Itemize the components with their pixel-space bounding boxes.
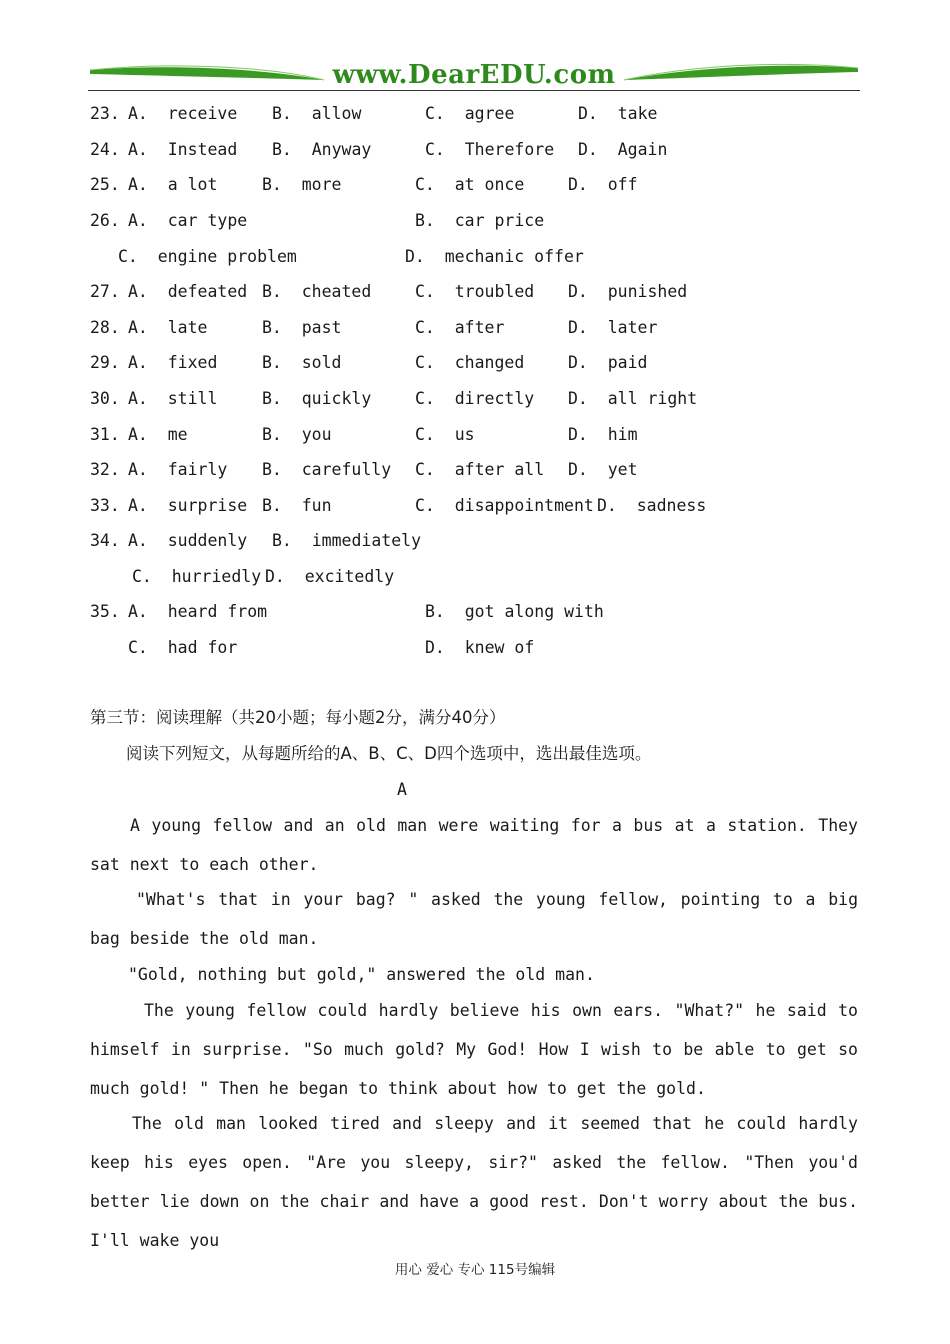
option-b: B. quickly [262,389,372,408]
option-a: A. still [128,389,218,408]
option-b: B. allow [272,104,362,123]
passage-paragraph: A young fellow and an old man were waiting for a bus at a station. They sat next to each other. [90,816,858,874]
question-number: 35. [90,602,120,621]
option-b: B. Anyway [272,140,372,159]
site-logo-text: www.DearEDU.com [332,60,616,90]
question-number: 25. [90,175,120,194]
option-d: D. knew of [425,638,535,657]
option-c: C. us [415,425,475,444]
question-number: 33. [90,496,120,515]
option-b: B. more [262,175,342,194]
question-number: 27. [90,282,120,301]
option-a: A. me [128,425,188,444]
option-b: B. you [262,425,332,444]
question-number: 30. [90,389,120,408]
passage-paragraph: The young fellow could hardly believe his own ears. "What?" he said to himself in surprise. "So much gold? My God! How I wish to be able to get so much gold! " Then he began to think about how to get the gold. [90,1001,858,1098]
option-c: C. hurriedly [132,567,262,586]
passage-paragraph: "Gold, nothing but gold," answered the old man. [128,965,595,984]
question-number: 26. [90,211,120,230]
option-d: D. off [568,175,638,194]
section-heading: 第三节：阅读理解（共20小题；每小题2分，满分40分） [90,708,506,727]
option-c: C. disappointment [415,496,594,515]
section-instruction: 阅读下列短文，从每题所给的A、B、C、D四个选项中，选出最佳选项。 [126,744,652,763]
option-d: D. sadness [597,496,707,515]
header-divider [88,90,860,91]
option-a: A. surprise [128,496,248,515]
option-a: A. defeated [128,282,248,301]
question-number: 34. [90,531,120,550]
passage-label: A [397,780,407,799]
passage-paragraph: The old man looked tired and sleepy and it seemed that he could hardly keep his eyes open. "Are you sleepy, sir?" asked the fellow. "Then you'd better lie down on the chair and have a good rest. Don't worry about the bus. I'll wake you [90,1114,858,1250]
passage-paragraph: "What's that in your bag? " asked the young fellow, pointing to a big bag beside the old man. [90,890,858,948]
option-a: A. suddenly [128,531,248,550]
question-number: 29. [90,353,120,372]
option-c: C. at once [415,175,525,194]
option-d: D. Again [578,140,668,159]
question-number: 24. [90,140,120,159]
option-b: B. carefully [262,460,392,479]
option-d: D. excitedly [265,567,395,586]
question-number: 23. [90,104,120,123]
option-a: A. late [128,318,208,337]
option-b: B. car price [415,211,545,230]
site-header-banner [88,58,860,94]
option-d: D. take [578,104,658,123]
option-b: B. past [262,318,342,337]
question-number: 32. [90,460,120,479]
option-d: D. later [568,318,658,337]
option-d: D. all right [568,389,698,408]
option-a: A. fixed [128,353,218,372]
option-a: A. receive [128,104,238,123]
option-c: C. after [415,318,505,337]
option-c: C. had for [128,638,238,657]
option-c: C. directly [415,389,535,408]
page-footer: 用心 爱心 专心 115号编辑 [394,1262,556,1278]
option-a: A. a lot [128,175,218,194]
option-a: A. fairly [128,460,228,479]
option-d: D. yet [568,460,638,479]
option-d: D. paid [568,353,648,372]
option-a: A. Instead [128,140,238,159]
option-c: C. after all [415,460,545,479]
option-a: A. car type [128,211,248,230]
option-b: B. got along with [425,602,604,621]
option-c: C. troubled [415,282,535,301]
option-b: B. fun [262,496,332,515]
option-b: B. sold [262,353,342,372]
question-number: 31. [90,425,120,444]
option-c: C. engine problem [118,247,297,266]
question-number: 28. [90,318,120,337]
option-d: D. mechanic offer [405,247,584,266]
option-b: B. cheated [262,282,372,301]
option-c: C. Therefore [425,140,555,159]
option-b: B. immediately [272,531,422,550]
option-c: C. changed [415,353,525,372]
option-a: A. heard from [128,602,268,621]
option-d: D. him [568,425,638,444]
option-d: D. punished [568,282,688,301]
option-c: C. agree [425,104,515,123]
